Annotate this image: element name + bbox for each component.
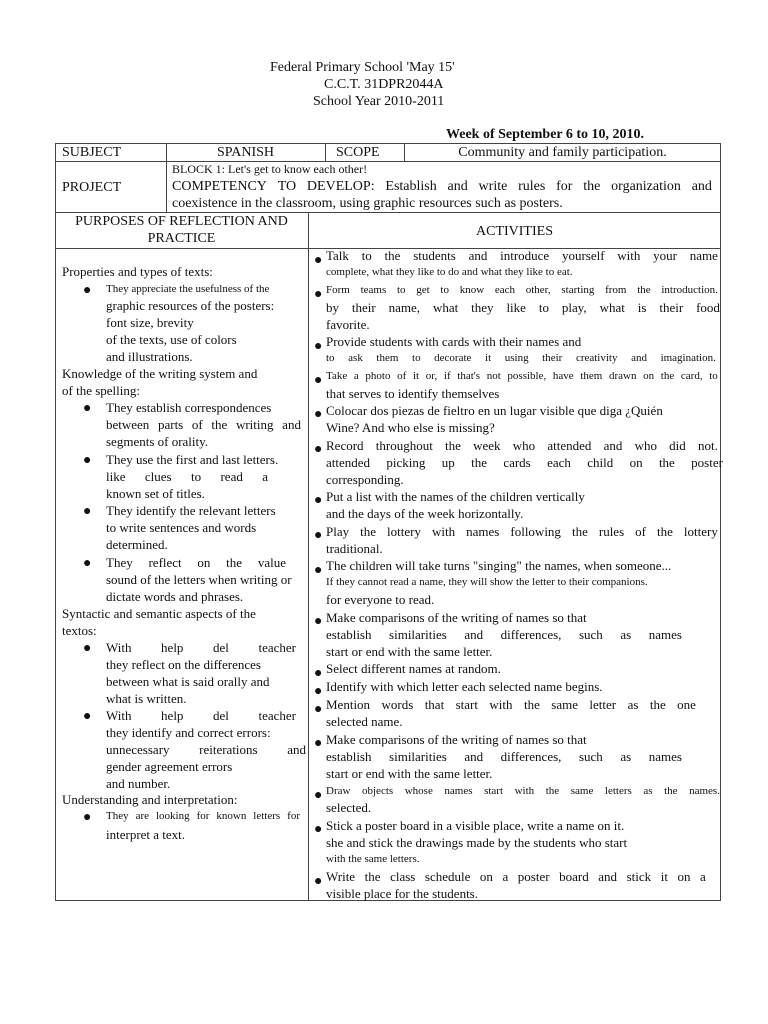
purpose-line: They reflect on the value bbox=[106, 555, 286, 570]
activity-line: Provide students with cards with their names and bbox=[326, 334, 582, 349]
activity-line: Identify with which letter each selected name begins. bbox=[326, 679, 603, 694]
activity-line: Make comparisons of the writing of names so that bbox=[326, 732, 587, 747]
purpose-line: of the texts, use of colors bbox=[106, 332, 237, 347]
activity-line: selected. bbox=[326, 800, 372, 815]
column-divider bbox=[325, 143, 326, 161]
purpose-line: interpret a text. bbox=[106, 827, 186, 842]
activity-line: Write the class schedule on a poster board and stick it on a bbox=[326, 869, 706, 884]
purpose-line: sound of the letters when writing or bbox=[106, 572, 292, 587]
activity-line: traditional. bbox=[326, 541, 383, 556]
subject-label: SUBJECT bbox=[62, 145, 122, 160]
school-cct: C.C.T. 31DPR2044A bbox=[324, 77, 444, 92]
activity-line: visible place for the students. bbox=[326, 886, 478, 901]
purposes-heading: PURPOSES OF REFLECTION AND PRACTICE bbox=[75, 214, 288, 246]
school-name: Federal Primary School 'May 15' bbox=[270, 60, 455, 75]
activity-line: favorite. bbox=[326, 317, 370, 332]
activity-line: Wine? And who else is missing? bbox=[326, 420, 495, 435]
activity-line: complete, what they like to do and what they like to eat. bbox=[326, 266, 573, 278]
activity-line: with the same letters. bbox=[326, 853, 420, 865]
activity-line: Stick a poster board in a visible place, write a name on it. bbox=[326, 818, 625, 833]
bullet-icon: ● bbox=[314, 528, 323, 543]
bullet-icon: ● bbox=[83, 810, 92, 825]
scope-label: SCOPE bbox=[336, 145, 380, 160]
purpose-line: of the spelling: bbox=[62, 383, 140, 398]
purpose-line: dictate words and phrases. bbox=[106, 589, 244, 604]
bullet-icon: ● bbox=[314, 666, 323, 681]
activity-line: Colocar dos piezas de fieltro en un lugar visible que diga ¿Quién bbox=[326, 403, 663, 418]
activity-line: for everyone to read. bbox=[326, 592, 435, 607]
activity-line: Select different names at random. bbox=[326, 661, 501, 676]
scope-value: Community and family participation. bbox=[458, 145, 667, 160]
bullet-icon: ● bbox=[83, 556, 92, 571]
purpose-line: Properties and types of texts: bbox=[62, 264, 213, 279]
purpose-line: like clues to read a bbox=[106, 469, 268, 484]
activity-line: attended picking up the cards each child on the poster bbox=[326, 455, 723, 470]
bullet-icon: ● bbox=[83, 283, 92, 298]
activity-line: selected name. bbox=[326, 714, 403, 729]
bullet-icon: ● bbox=[83, 453, 92, 468]
purpose-line: between what is said orally and bbox=[106, 674, 270, 689]
purpose-line: With help del teacher bbox=[106, 640, 296, 655]
activity-line: Record throughout the week who attended and who did not. bbox=[326, 438, 718, 453]
activity-line: she and stick the drawings made by the students who start bbox=[326, 835, 628, 850]
activity-line: Take a photo of it or, if that's not possible, have them drawn on the card, to bbox=[326, 370, 718, 382]
competency-line: COMPETENCY TO DEVELOP: Establish and write rules for the organization and bbox=[172, 179, 712, 194]
bullet-icon: ● bbox=[83, 504, 92, 519]
purpose-line: they reflect on the differences bbox=[106, 657, 261, 672]
bullet-icon: ● bbox=[314, 493, 323, 508]
purpose-line: they identify and correct errors: bbox=[106, 725, 271, 740]
activity-line: Make comparisons of the writing of names so that bbox=[326, 610, 587, 625]
block-title: BLOCK 1: Let's get to know each other! bbox=[172, 162, 368, 176]
activity-line: Put a list with the names of the children vertically bbox=[326, 489, 585, 504]
activity-line: start or end with the same letter. bbox=[326, 644, 493, 659]
bullet-icon: ● bbox=[314, 287, 323, 302]
activity-line: Draw objects whose names start with the same letters as the names. bbox=[326, 785, 720, 797]
bullet-icon: ● bbox=[83, 401, 92, 416]
purpose-line: With help del teacher bbox=[106, 708, 296, 723]
bullet-icon: ● bbox=[314, 339, 323, 354]
bullet-icon: ● bbox=[314, 614, 323, 629]
purpose-line: unnecessary reiterations and bbox=[106, 742, 306, 757]
week-range: Week of September 6 to 10, 2010. bbox=[446, 127, 645, 142]
activity-line: to ask them to decorate it using their creativity and imagination. bbox=[326, 352, 716, 364]
purpose-line: what is written. bbox=[106, 691, 187, 706]
activities-heading: ACTIVITIES bbox=[476, 224, 553, 239]
bullet-icon: ● bbox=[314, 874, 323, 889]
bullet-icon: ● bbox=[83, 709, 92, 724]
purpose-line: They are looking for known letters for bbox=[106, 810, 300, 822]
purpose-line: Understanding and interpretation: bbox=[62, 792, 238, 807]
row-divider bbox=[55, 161, 721, 162]
purpose-line: graphic resources of the posters: bbox=[106, 298, 275, 313]
purpose-line: determined. bbox=[106, 537, 168, 552]
competency-line: coexistence in the classroom, using graphic resources such as posters. bbox=[172, 196, 563, 211]
activity-line: Mention words that start with the same letter as the one bbox=[326, 697, 696, 712]
purpose-line: textos: bbox=[62, 623, 97, 638]
activity-line: establish similarities and differences, such as names bbox=[326, 627, 682, 642]
bullet-icon: ● bbox=[314, 253, 323, 268]
purpose-line: known set of titles. bbox=[106, 486, 205, 501]
purpose-line: Syntactic and semantic aspects of the bbox=[62, 606, 256, 621]
bullet-icon: ● bbox=[314, 736, 323, 751]
purpose-line: They establish correspondences bbox=[106, 400, 272, 415]
column-divider bbox=[308, 212, 309, 901]
activity-line: The children will take turns "singing" the names, when someone... bbox=[326, 558, 672, 573]
activity-line: If they cannot read a name, they will show the letter to their companions. bbox=[326, 576, 648, 588]
school-year: School Year 2010-2011 bbox=[313, 94, 445, 109]
purpose-line: to write sentences and words bbox=[106, 520, 257, 535]
activity-line: start or end with the same letter. bbox=[326, 766, 493, 781]
activity-line: Form teams to get to know each other, starting from the introduction. bbox=[326, 284, 718, 296]
activity-line: Play the lottery with names following the rules of the lottery bbox=[326, 524, 718, 539]
bullet-icon: ● bbox=[314, 822, 323, 837]
purpose-line: segments of orality. bbox=[106, 434, 209, 449]
bullet-icon: ● bbox=[314, 373, 323, 388]
activity-line: by their name, what they like to play, what is their food bbox=[326, 300, 720, 315]
bullet-icon: ● bbox=[314, 407, 323, 422]
activity-line: and the days of the week horizontally. bbox=[326, 506, 524, 521]
bullet-icon: ● bbox=[314, 684, 323, 699]
project-label: PROJECT bbox=[62, 180, 122, 195]
purpose-line: between parts of the writing and bbox=[106, 417, 301, 432]
purpose-line: font size, brevity bbox=[106, 315, 194, 330]
purpose-line: Knowledge of the writing system and bbox=[62, 366, 258, 381]
activity-line: establish similarities and differences, such as names bbox=[326, 749, 682, 764]
purpose-line: and number. bbox=[106, 776, 171, 791]
activity-line: Talk to the students and introduce yourself with your name bbox=[326, 248, 718, 263]
purpose-line: They appreciate the usefulness of the bbox=[106, 283, 270, 295]
bullet-icon: ● bbox=[83, 641, 92, 656]
purpose-line: They use the first and last letters. bbox=[106, 452, 279, 467]
purpose-line: and illustrations. bbox=[106, 349, 193, 364]
subject-value: SPANISH bbox=[216, 145, 275, 160]
bullet-icon: ● bbox=[314, 788, 323, 803]
purpose-line: gender agreement errors bbox=[106, 759, 233, 774]
bullet-icon: ● bbox=[314, 442, 323, 457]
bullet-icon: ● bbox=[314, 702, 323, 717]
purpose-line: They identify the relevant letters bbox=[106, 503, 276, 518]
bullet-icon: ● bbox=[314, 563, 323, 578]
activity-line: corresponding. bbox=[326, 472, 404, 487]
activity-line: that serves to identify themselves bbox=[326, 386, 500, 401]
